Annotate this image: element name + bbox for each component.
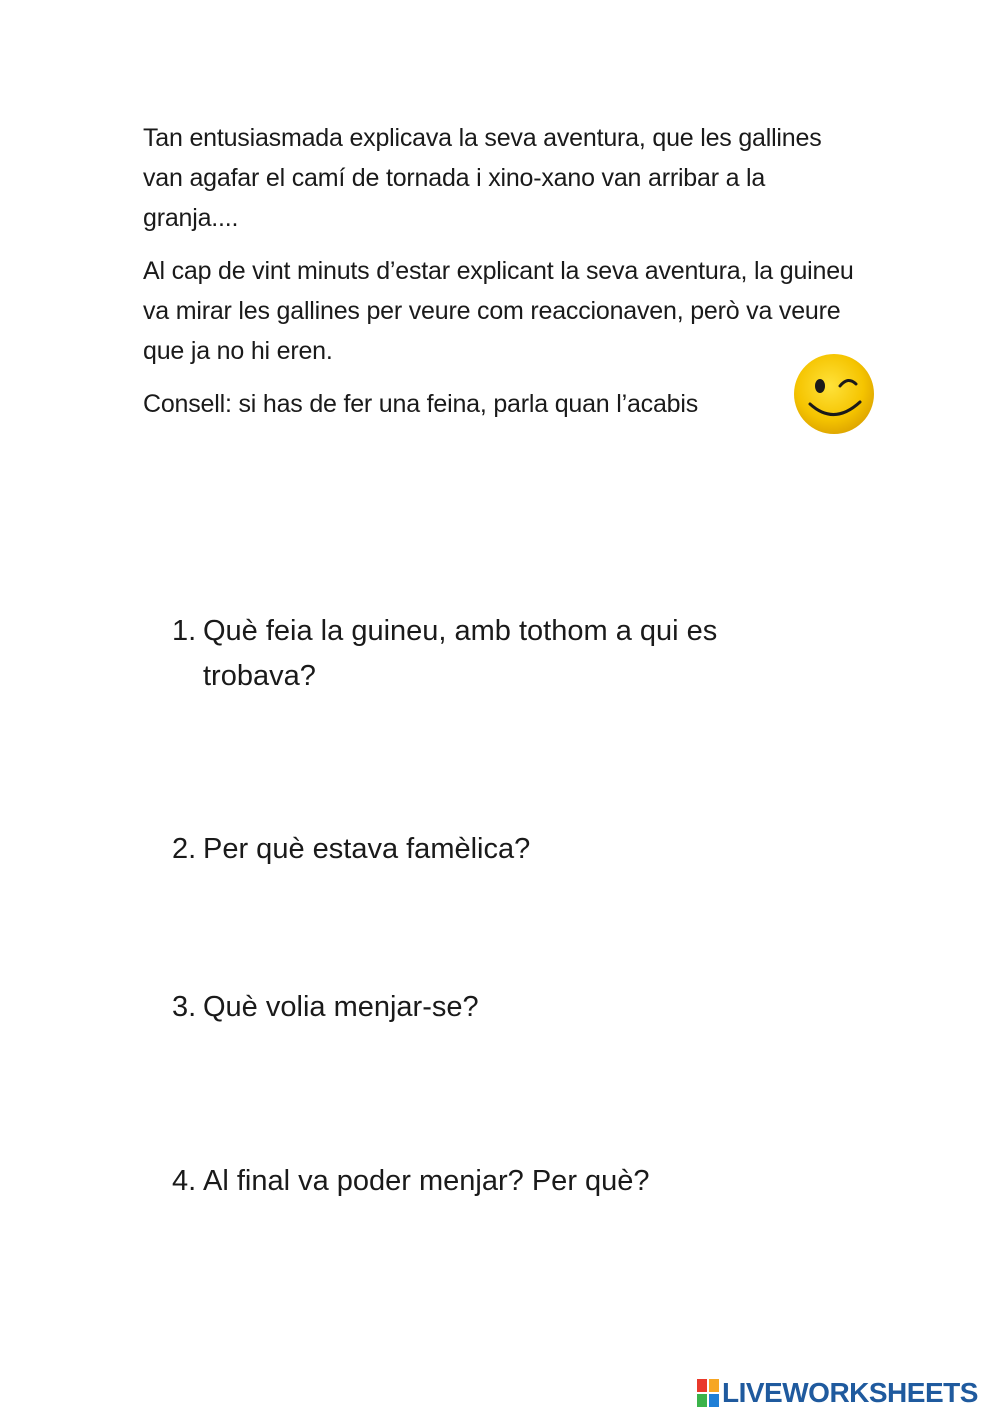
question-text: Per què estava famèlica? <box>203 833 531 865</box>
story-paragraph-2: Al cap de vint minuts d’estar explicant la seva aventura, la guineu va mirar les gallines per veure com reaccionaven, però va veure que ja no hi eren. <box>143 257 854 365</box>
question-1 <box>172 609 792 699</box>
question-3 <box>172 985 792 1030</box>
question-text: Què feia la guineu, amb tothom a qui es trobava? <box>203 615 718 692</box>
question-number: 4. <box>172 1165 197 1197</box>
question-text: Què volia menjar-se? <box>203 991 479 1023</box>
liveworksheets-logo <box>697 1378 978 1408</box>
question-text: Al final va poder menjar? Per què? <box>203 1165 650 1197</box>
advice-text: Consell: si has de fer una feina, parla quan l’acabis <box>143 390 699 418</box>
winking-face-icon <box>792 352 876 436</box>
brand-name: LIVEWORKSHEETS <box>722 1377 978 1408</box>
story-paragraph-1: Tan entusiasmada explicava la seva aventura, que les gallines van agafar el camí de tornada i xino-xano van arribar a la granja.... <box>143 124 822 232</box>
question-number: 3. <box>172 991 197 1023</box>
logo-mark-icon <box>697 1379 719 1407</box>
question-number: 1. <box>172 615 197 647</box>
question-number: 2. <box>172 833 197 865</box>
question-2 <box>172 827 792 872</box>
question-4 <box>172 1159 792 1204</box>
